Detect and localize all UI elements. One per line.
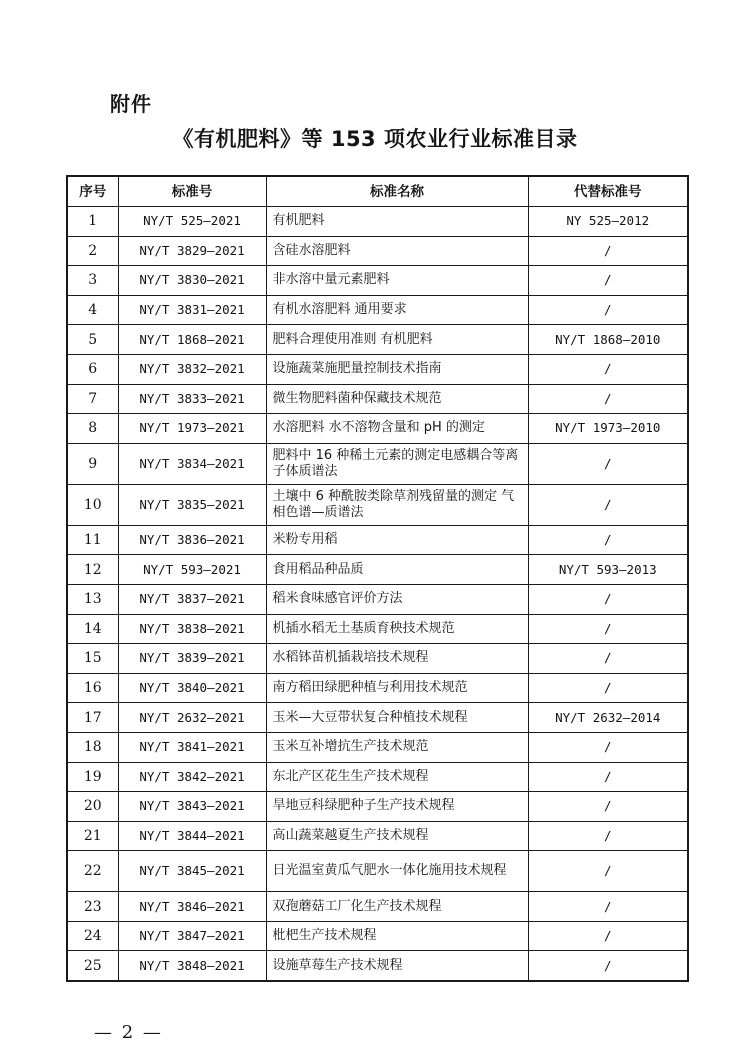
table-row [67,951,688,981]
row-standard-code: NY/T 3842—2021 [118,762,266,792]
row-replaces: / [528,851,688,892]
table-row [67,443,688,484]
row-seq: 24 [67,921,118,951]
row-replaces: / [528,443,688,484]
table-row [67,354,688,384]
row-seq: 15 [67,644,118,674]
row-seq: 17 [67,703,118,733]
row-standard-name: 枇杷生产技术规程 [266,921,528,951]
table-row [67,484,688,525]
row-standard-name: 肥料中 16 种稀土元素的测定电感耦合等离子体质谱法 [266,443,528,484]
row-standard-code: NY/T 3846—2021 [118,892,266,922]
row-seq: 3 [67,266,118,296]
row-replaces: / [528,525,688,555]
row-standard-name: 土壤中 6 种酰胺类除草剂残留量的测定 气相色谱—质谱法 [266,484,528,525]
row-replaces: / [528,266,688,296]
row-standard-name: 非水溶中量元素肥料 [266,266,528,296]
column-header-code: 标准号 [118,176,266,207]
standards-table [66,175,689,982]
row-standard-name: 设施蔬菜施肥量控制技术指南 [266,354,528,384]
row-replaces: / [528,236,688,266]
column-header-name: 标准名称 [266,176,528,207]
row-standard-name: 机插水稻无土基质育秧技术规范 [266,614,528,644]
row-replaces: / [528,644,688,674]
row-standard-name: 日光温室黄瓜气肥水一体化施用技术规程 [266,851,528,892]
table-row [67,703,688,733]
row-seq: 14 [67,614,118,644]
table-row [67,414,688,444]
row-seq: 6 [67,354,118,384]
column-header-replaces: 代替标准号 [528,176,688,207]
table-row [67,384,688,414]
table-row [67,921,688,951]
row-standard-name: 南方稻田绿肥种植与利用技术规范 [266,673,528,703]
row-standard-name: 水稻钵苗机插栽培技术规程 [266,644,528,674]
row-seq: 18 [67,732,118,762]
row-standard-code: NY/T 593—2021 [118,555,266,585]
row-standard-code: NY/T 3829—2021 [118,236,266,266]
row-replaces: / [528,484,688,525]
table-row [67,821,688,851]
table-row [67,295,688,325]
row-replaces: / [528,732,688,762]
row-replaces: / [528,673,688,703]
row-seq: 11 [67,525,118,555]
row-standard-name: 有机肥料 [266,207,528,237]
row-standard-code: NY/T 3835—2021 [118,484,266,525]
table-row [67,207,688,237]
table-row [67,892,688,922]
row-standard-code: NY/T 3830—2021 [118,266,266,296]
row-replaces: / [528,354,688,384]
table-row [67,325,688,355]
table-row [67,673,688,703]
table-header-row [67,176,688,207]
row-seq: 9 [67,443,118,484]
row-seq: 20 [67,792,118,822]
table-row [67,762,688,792]
row-replaces: NY/T 593—2013 [528,555,688,585]
row-replaces: / [528,951,688,981]
row-replaces: / [528,614,688,644]
row-replaces: NY/T 1868—2010 [528,325,688,355]
row-standard-code: NY/T 2632—2021 [118,703,266,733]
page-number: — 2 — [94,1022,163,1043]
table-row [67,851,688,892]
table-row [67,792,688,822]
row-seq: 19 [67,762,118,792]
row-seq: 13 [67,584,118,614]
row-seq: 21 [67,821,118,851]
row-seq: 5 [67,325,118,355]
row-standard-name: 微生物肥料菌种保藏技术规范 [266,384,528,414]
row-standard-name: 设施草莓生产技术规程 [266,951,528,981]
row-standard-name: 食用稻品种品质 [266,555,528,585]
row-seq: 7 [67,384,118,414]
row-standard-code: NY/T 3836—2021 [118,525,266,555]
row-seq: 16 [67,673,118,703]
row-standard-code: NY/T 3841—2021 [118,732,266,762]
row-replaces: / [528,762,688,792]
row-standard-code: NY/T 3844—2021 [118,821,266,851]
row-replaces: / [528,821,688,851]
row-replaces: NY 525—2012 [528,207,688,237]
row-seq: 23 [67,892,118,922]
document-title: 《有机肥料》等 153 项农业行业标准目录 [172,127,578,151]
row-standard-code: NY/T 1973—2021 [118,414,266,444]
row-standard-name: 肥料合理使用准则 有机肥料 [266,325,528,355]
row-standard-name: 东北产区花生生产技术规程 [266,762,528,792]
table-row [67,555,688,585]
table-row [67,614,688,644]
row-replaces: / [528,892,688,922]
row-seq: 4 [67,295,118,325]
row-replaces: / [528,792,688,822]
row-standard-code: NY/T 3845—2021 [118,851,266,892]
table-row [67,236,688,266]
row-standard-code: NY/T 525—2021 [118,207,266,237]
row-standard-name: 旱地豆科绿肥种子生产技术规程 [266,792,528,822]
row-standard-code: NY/T 3839—2021 [118,644,266,674]
row-seq: 10 [67,484,118,525]
row-standard-code: NY/T 3832—2021 [118,354,266,384]
row-replaces: / [528,384,688,414]
row-standard-code: NY/T 3834—2021 [118,443,266,484]
attachment-label: 附件 [110,92,152,116]
row-standard-name: 双孢蘑菇工厂化生产技术规程 [266,892,528,922]
row-seq: 8 [67,414,118,444]
row-standard-name: 有机水溶肥料 通用要求 [266,295,528,325]
row-replaces: / [528,921,688,951]
row-standard-code: NY/T 1868—2021 [118,325,266,355]
row-seq: 12 [67,555,118,585]
row-replaces: / [528,295,688,325]
row-seq: 1 [67,207,118,237]
row-standard-code: NY/T 3833—2021 [118,384,266,414]
table-row [67,584,688,614]
table-row [67,525,688,555]
row-standard-code: NY/T 3837—2021 [118,584,266,614]
row-standard-name: 水溶肥料 水不溶物含量和 pH 的测定 [266,414,528,444]
row-replaces: / [528,584,688,614]
row-standard-name: 米粉专用稻 [266,525,528,555]
row-standard-name: 含硅水溶肥料 [266,236,528,266]
row-replaces: NY/T 1973—2010 [528,414,688,444]
row-standard-code: NY/T 3848—2021 [118,951,266,981]
row-standard-code: NY/T 3843—2021 [118,792,266,822]
row-standard-code: NY/T 3831—2021 [118,295,266,325]
row-standard-name: 玉米互补增抗生产技术规范 [266,732,528,762]
table-row [67,732,688,762]
row-standard-name: 玉米—大豆带状复合种植技术规程 [266,703,528,733]
table-row [67,266,688,296]
column-header-seq: 序号 [67,176,118,207]
row-standard-name: 稻米食味感官评价方法 [266,584,528,614]
row-standard-name: 高山蔬菜越夏生产技术规程 [266,821,528,851]
row-seq: 25 [67,951,118,981]
row-standard-code: NY/T 3840—2021 [118,673,266,703]
row-standard-code: NY/T 3838—2021 [118,614,266,644]
row-standard-code: NY/T 3847—2021 [118,921,266,951]
row-seq: 2 [67,236,118,266]
table-row [67,644,688,674]
row-replaces: NY/T 2632—2014 [528,703,688,733]
row-seq: 22 [67,851,118,892]
